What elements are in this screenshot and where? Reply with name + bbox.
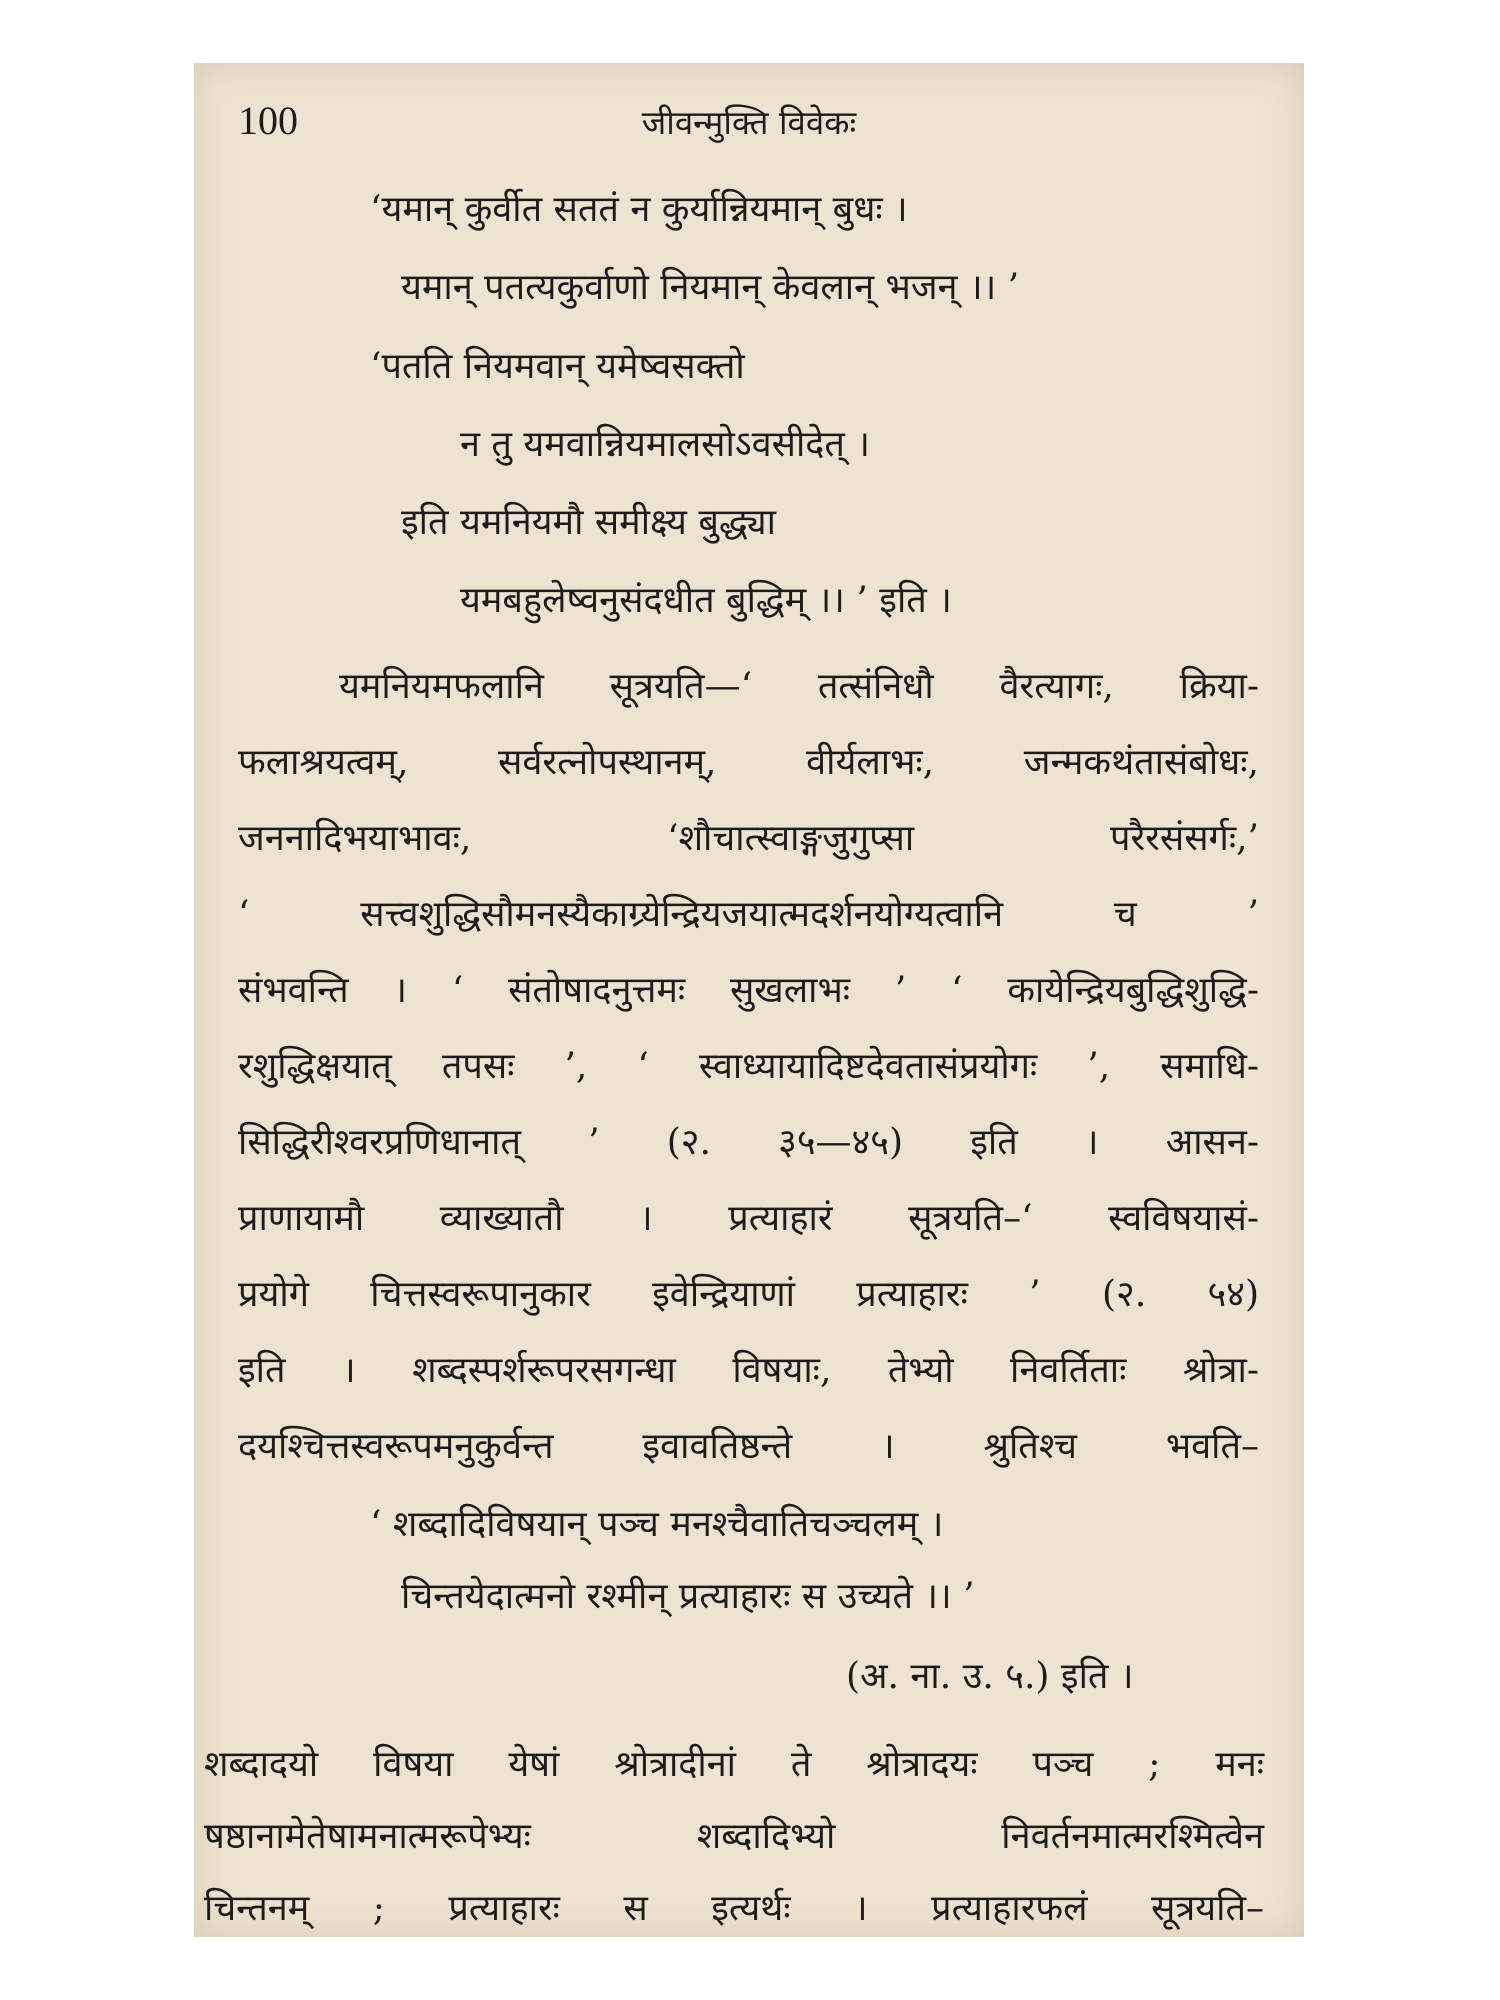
verse-line: ‘यमान् कुर्वीत सततं न कुर्यान्नियमान् बुधः । [370, 189, 908, 230]
citation-line: (अ. ना. उ. ५.) इति । [846, 1656, 1134, 1697]
paragraph-line: इति । शब्दस्पर्शरूपरसगन्धा विषयाः, तेभ्यो निवर्तिताः श्रोत्रा- [238, 1350, 1259, 1391]
paragraph-line: फलाश्रयत्वम्, सर्वरत्नोपस्थानम्, वीर्यलाभः, जन्मकथंतासंबोधः, [238, 742, 1259, 783]
paragraph-line: रशुद्धिक्षयात् तपसः ’, ‘ स्वाध्यायादिष्टदेवतासंप्रयोगः ’, समाधि- [238, 1046, 1259, 1087]
commentary-line: चिन्तनम् ; प्रत्याहारः स इत्यर्थः । प्रत्याहारफलं सूत्रयति– [204, 1888, 1264, 1929]
running-title: जीवन्मुक्ति विवेकः [641, 103, 857, 142]
page-header [238, 97, 1260, 147]
verse-line: न तु यमवान्नियमालसोऽवसीदेत् । [460, 424, 870, 465]
paragraph-line: प्रयोगे चित्तस्वरूपानुकार इवेन्द्रियाणां प्रत्याहारः ’ (२. ५४) [238, 1274, 1259, 1315]
verse-line: यमबहुलेष्वनुसंदधीत बुद्धिम् ।। ’ इति । [460, 580, 952, 621]
paragraph-line: यमनियमफलानि सूत्रयति—‘ तत्संनिधौ वैरत्यागः, क्रिया- [339, 666, 1259, 707]
verse-line: ‘पतति नियमवान् यमेष्वसक्तो [370, 346, 745, 387]
verse-line: इति यमनियमौ समीक्ष्य बुद्ध्या [401, 502, 776, 543]
commentary-line: षष्ठानामेतेषामनात्मरूपेभ्यः शब्दादिभ्यो निवर्तनमात्मरश्मित्वेन [204, 1816, 1264, 1857]
paragraph-line: सिद्धिरीश्वरप्रणिधानात् ’ (२. ३५—४५) इति । आसन- [238, 1122, 1259, 1163]
book-page [194, 63, 1304, 1937]
page-number: 100 [238, 98, 298, 143]
verse-line: चिन्तयेदात्मनो रश्मीन् प्रत्याहारः स उच्यते ।। ’ [401, 1576, 975, 1617]
commentary-line: शब्दादयो विषया येषां श्रोत्रादीनां ते श्रोत्रादयः पञ्च ; मनः [204, 1744, 1264, 1785]
verse-line: ‘ शब्दादिविषयान् पञ्च मनश्चैवातिचञ्चलम् । [370, 1504, 944, 1545]
paragraph-line: ‘ सत्त्वशुद्धिसौमनस्यैकाग्र्येन्द्रियजयात्मदर्शनयोग्यत्वानि च ’ [238, 894, 1259, 935]
verse-line: यमान् पतत्यकुर्वाणो नियमान् केवलान् भजन् ।। ’ [401, 267, 1020, 308]
paragraph-line: दयश्चित्तस्वरूपमनुकुर्वन्त इवावतिष्ठन्ते । श्रुतिश्च भवति– [238, 1426, 1259, 1467]
paragraph-line: जननादिभयाभावः, ‘शौचात्स्वाङ्गजुगुप्सा परैरसंसर्गः,’ [238, 818, 1259, 859]
paragraph-line: प्राणायामौ व्याख्यातौ । प्रत्याहारं सूत्रयति–‘ स्वविषयासं- [238, 1198, 1259, 1239]
paragraph-line: संभवन्ति । ‘ संतोषादनुत्तमः सुखलाभः ’ ‘ कायेन्द्रियबुद्धिशुद्धि- [238, 970, 1259, 1011]
